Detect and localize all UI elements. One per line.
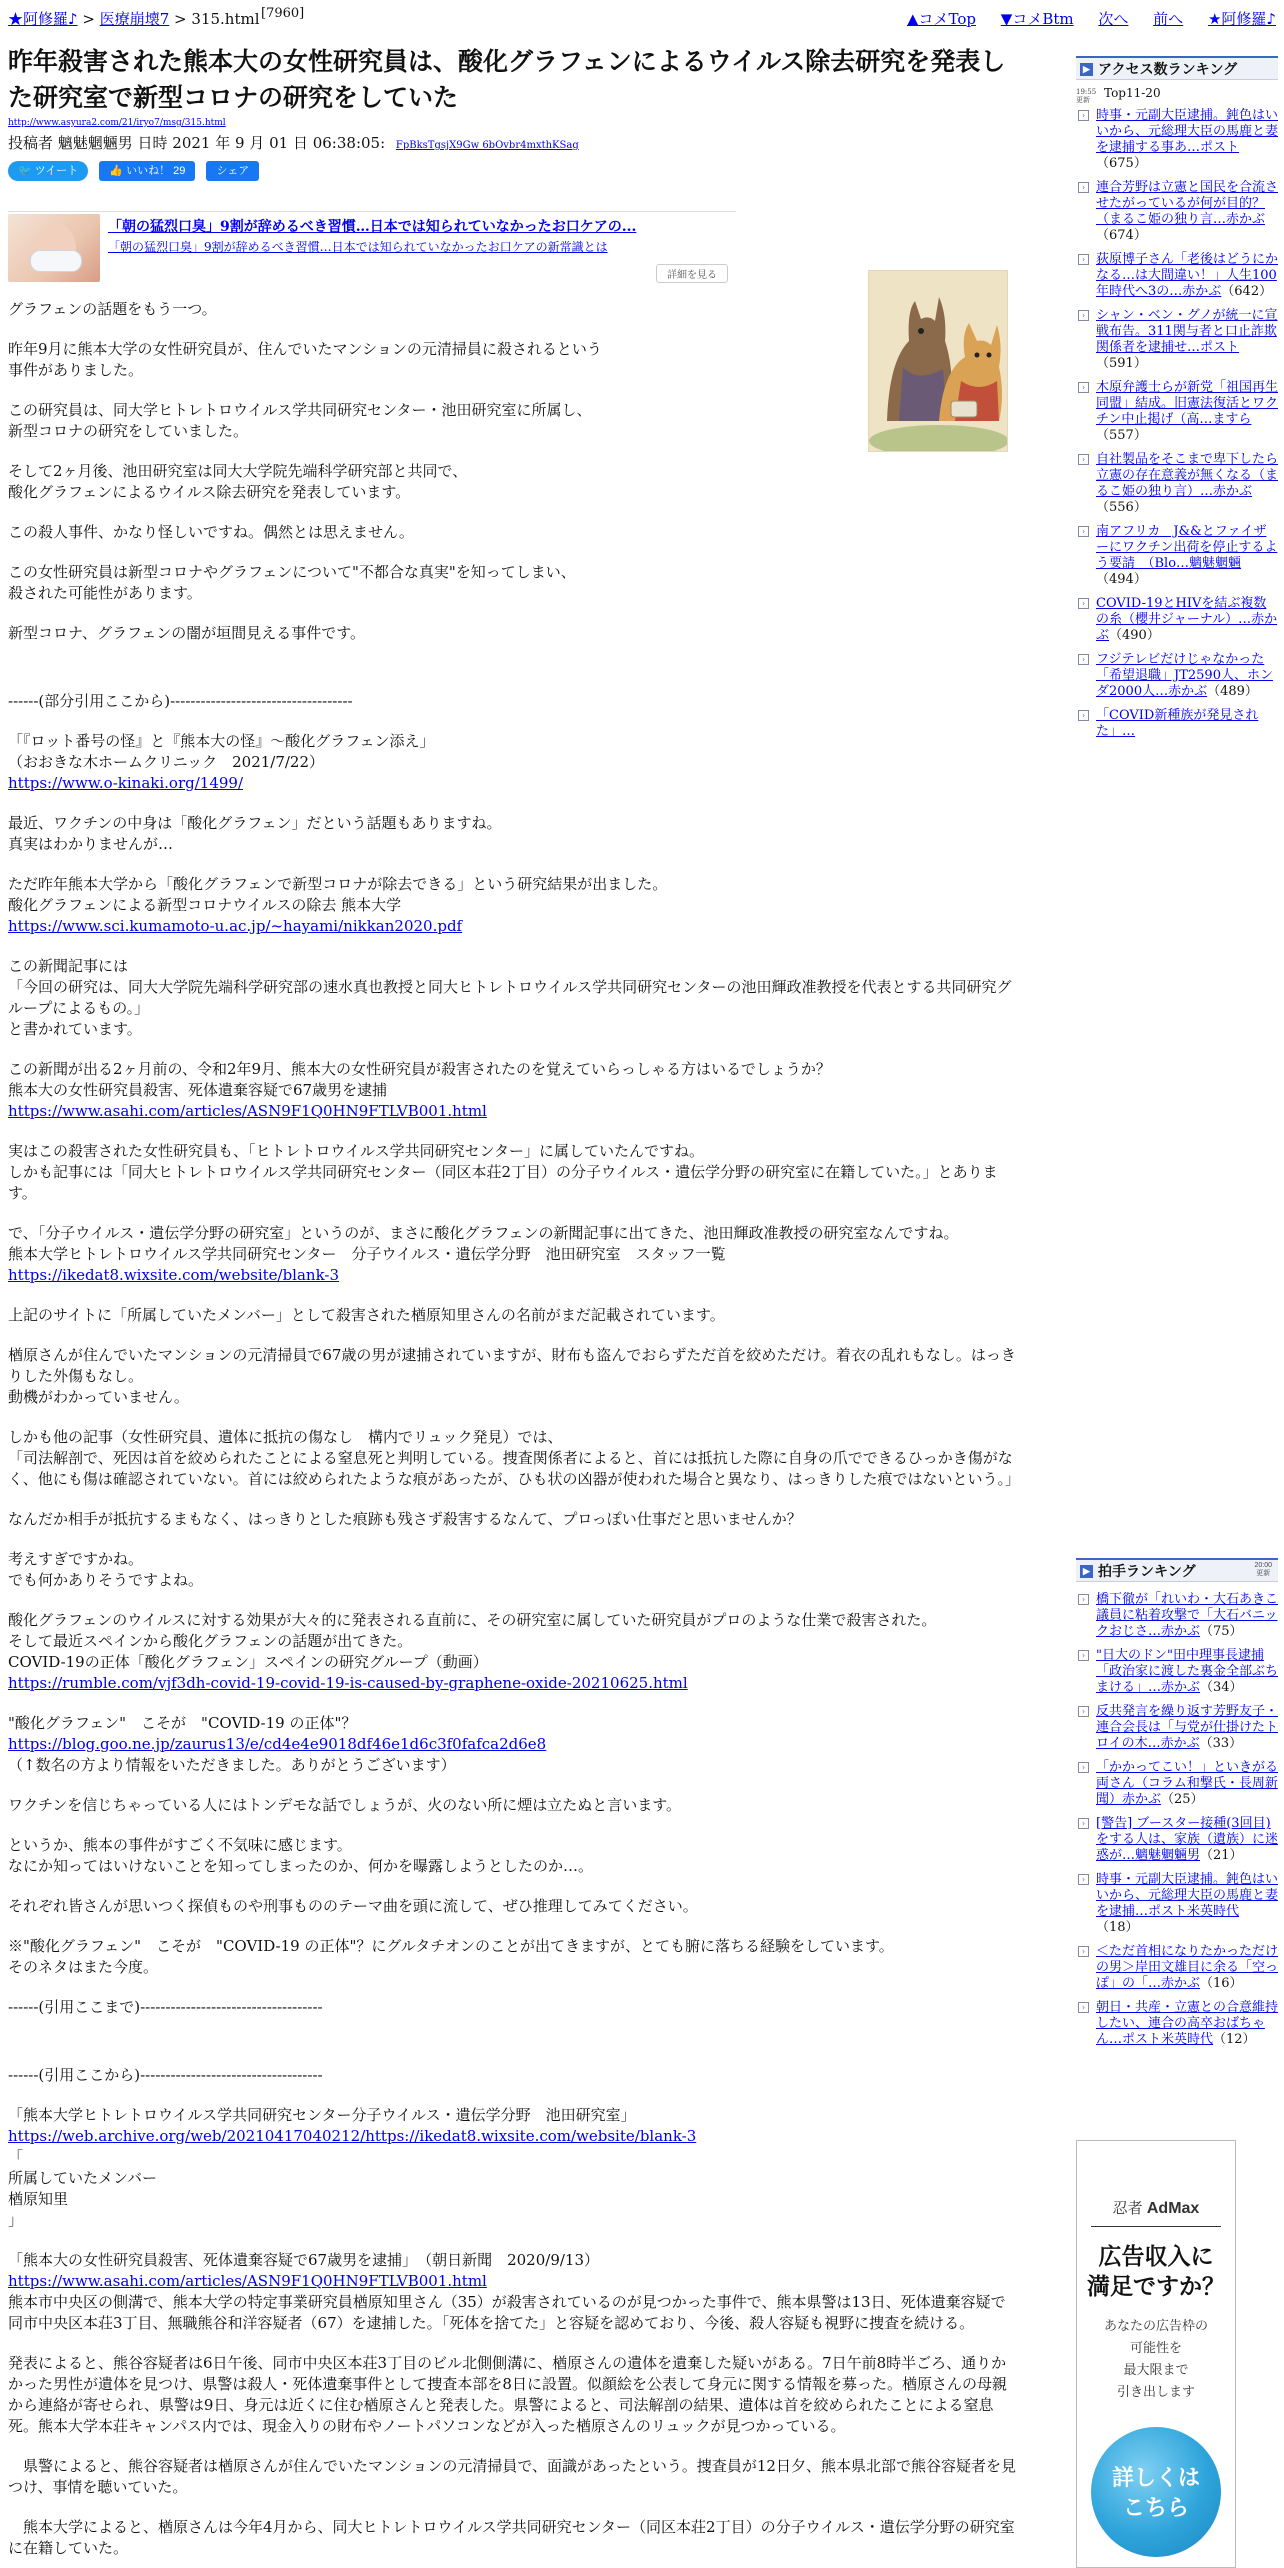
body-paragraph bbox=[8, 400, 1018, 442]
body-paragraph bbox=[8, 1936, 1018, 1978]
body-line: 最近、ワクチンの中身は「酸化グラフェン」だという話題もありますね。 bbox=[8, 814, 502, 832]
ranking-item bbox=[1076, 308, 1278, 372]
body-line: しかも記事には「同大ヒトレトロウイルス学共同研究センター（同区本荘2丁目）の分子ウイルス・遺伝学分野の研究室に在籍していた。」とあります。 bbox=[8, 1163, 998, 1202]
body-line: ------(部分引用ここから)------------------------------------ bbox=[8, 692, 353, 710]
tweet-button[interactable] bbox=[8, 161, 88, 181]
ranking-item-count: （16） bbox=[1200, 1976, 1243, 1991]
top-nav bbox=[887, 8, 1276, 29]
body-paragraph bbox=[8, 1997, 1018, 2018]
access-ranking-title: アクセス数ランキング bbox=[1098, 61, 1238, 77]
body-line: グラフェンの話題をもう一つ。 bbox=[8, 300, 217, 318]
body-line: なにか知ってはいけないことを知ってしまったのか、何かを曝露しようとしたのか…。 bbox=[8, 1857, 594, 1875]
body-paragraph bbox=[8, 691, 1018, 712]
body-paragraph bbox=[8, 299, 1018, 320]
chevron-right-icon: › bbox=[1078, 1946, 1089, 1957]
body-paragraph bbox=[8, 2065, 1018, 2086]
poster-id-link[interactable]: FpBksTgsjX9Gw 6bOvbr4mxthKSag bbox=[395, 140, 579, 151]
body-line: 熊本大の女性研究員殺害、死体遺棄容疑で67歳男を逮捕 bbox=[8, 1081, 388, 1099]
ranking-item-count: （25） bbox=[1161, 1792, 1204, 1807]
body-line: そして2ヶ月後、池田研究室は同大大学院先端科学研究部と共同で、 bbox=[8, 462, 468, 480]
post-meta-text: 投稿者 魑魅魍魎男 日時 2021 年 9 月 01 日 06:38:05: bbox=[8, 134, 386, 152]
body-paragraph bbox=[8, 1896, 1018, 1917]
body-line: 「熊本大学ヒトレトロウイルス学共同研究センター分子ウイルス・遺伝学分野 池田研究室」 bbox=[8, 2106, 636, 2124]
ad-thumbnail[interactable] bbox=[8, 214, 100, 282]
ranking-item bbox=[1076, 108, 1278, 172]
body-line: 新型コロナの研究をしていました。 bbox=[8, 422, 249, 440]
chevron-right-icon: › bbox=[1078, 1818, 1089, 1829]
ranking-item-count: （557） bbox=[1096, 428, 1147, 443]
ranking-item bbox=[1076, 524, 1278, 588]
body-line: 所属していたメンバー bbox=[8, 2169, 157, 2187]
body-line: 「司法解剖で、死因は首を絞められたことによる窒息死と判明している。捜査関係者によると、首には抵抗した際に自身の爪でできるひっかき傷がなく、他にも傷は確認されていない。首には絞められたような痕があったが、ひも状の凶器が使われた場合と異なり、はっきりした痕ではないという。」 bbox=[8, 1449, 1021, 1488]
body-line: 楢原さんが住んでいたマンションの元清掃員で67歳の男が逮捕されていますが、財布も盗んでおらずただ首を絞めただけ。着衣の乱れもなし。はっきりした外傷もなし。 bbox=[8, 1346, 1016, 1385]
body-line: この新聞記事には bbox=[8, 957, 129, 975]
ranking-item-link[interactable]: 南アフリカ J&&とファイザーにワクチン出荷を停止するよう要請 （Blo…魑魅魍魎 bbox=[1096, 524, 1278, 571]
comment-bottom-link[interactable]: ▼コメBtm bbox=[1000, 10, 1074, 28]
body-paragraph bbox=[8, 2456, 1018, 2498]
arrow-right-icon: ▶ bbox=[1080, 63, 1093, 76]
body-line: ただ昨年熊本大学から「酸化グラフェンで新型コロナが除去できる」という研究結果が出ました。 bbox=[8, 875, 668, 893]
body-line: 真実はわかりませんが… bbox=[8, 835, 174, 853]
ranking-item-link[interactable]: 自社製品をそこまで卑下したら立憲の存在意義が無くなる（まるこ姫の独り言）…赤かぶ bbox=[1096, 452, 1278, 499]
admax-ad[interactable] bbox=[1076, 2140, 1236, 2568]
body-line: なんだか相手が抵抗するまもなく、はっきりとした痕跡も残さず殺害するなんて、プロっぽい仕事だと思いませんか？ bbox=[8, 1510, 802, 1528]
arrow-right-icon: ▶ bbox=[1080, 1565, 1093, 1578]
applause-ranking-header bbox=[1076, 1558, 1278, 1582]
body-paragraph bbox=[8, 562, 1018, 604]
chevron-right-icon: › bbox=[1078, 382, 1089, 393]
ranking-item bbox=[1076, 652, 1278, 700]
breadcrumb-separator: > bbox=[82, 10, 95, 28]
body-line: というか、熊本の事件がすごく不気味に感じます。 bbox=[8, 1836, 352, 1854]
applause-update-time: 20:00 更新 bbox=[1254, 1562, 1272, 1577]
body-line: 楢原知里 bbox=[8, 2190, 69, 2208]
ranking-item-count: （642） bbox=[1221, 284, 1273, 299]
ranking-item bbox=[1076, 180, 1278, 244]
ranking-item-link[interactable]: 反共発言を繰り返す芳野友子・連合会長は「与党が仕掛けたトロイの木…赤かぶ bbox=[1096, 1704, 1279, 1751]
site-home-link[interactable]: ★阿修羅♪ bbox=[1207, 10, 1276, 28]
ranking-item-count: （21） bbox=[1200, 1848, 1243, 1863]
body-line: 事件がありました。 bbox=[8, 361, 144, 379]
admax-logo: 忍者 AdMax bbox=[1112, 2200, 1200, 2217]
ranking-item bbox=[1076, 380, 1278, 444]
chevron-right-icon: › bbox=[1078, 1650, 1089, 1661]
body-line: 殺された可能性があります。 bbox=[8, 584, 202, 602]
chevron-right-icon: › bbox=[1078, 254, 1089, 265]
tweet-label: ツイート bbox=[34, 165, 79, 177]
body-line: 「熊本大の女性研究員殺害、死体遺棄容疑で67歳男を逮捕」 （朝日新聞 2020/9/13） bbox=[8, 2251, 600, 2269]
body-paragraph bbox=[8, 1059, 1018, 1122]
chevron-right-icon: › bbox=[1078, 654, 1089, 665]
ranking-item-link[interactable]: ＜ただ首相になりたかっただけの男＞岸田文雄目に余る「空っぽ」の「…赤かぶ bbox=[1096, 1944, 1279, 1991]
ranking-item-link[interactable]: 荻原博子さん「老後はどうにかなる…は大間違い！」人生100年時代へ3の…赤かぶ bbox=[1096, 252, 1278, 299]
ranking-item bbox=[1076, 596, 1278, 644]
prev-link[interactable]: 前へ bbox=[1153, 10, 1184, 28]
social-buttons bbox=[8, 161, 1018, 185]
body-paragraph bbox=[8, 2517, 1018, 2559]
body-line: 考えすぎですかね。 bbox=[8, 1550, 144, 1568]
ranking-item bbox=[1076, 452, 1278, 516]
ranking-item-count: （34） bbox=[1200, 1680, 1243, 1695]
chevron-right-icon: › bbox=[1078, 598, 1089, 609]
body-paragraph bbox=[8, 1141, 1018, 1204]
ranking-item-link[interactable]: 時事・元副大臣逮捕。鈍色はいいから、元総理大臣の馬鹿と妻を逮捕…ポスト米英時代 bbox=[1096, 1872, 1279, 1919]
ad-banner[interactable] bbox=[8, 211, 736, 283]
ranking-item-link[interactable]: 橋下徹が「れいわ・大石あきこ議員に粘着攻撃で「大石バニックおじさ…赤かぶ bbox=[1096, 1592, 1279, 1639]
chevron-right-icon: › bbox=[1078, 110, 1089, 121]
applause-ranking-title: 拍手ランキング bbox=[1098, 1563, 1196, 1579]
ranking-item-link[interactable]: 木原弁護士らが新党「祖国再生同盟」結成。旧憲法復活とワクチン中止掲げ（高…ますら bbox=[1096, 380, 1278, 427]
ranking-item bbox=[1076, 1648, 1278, 1696]
body-line: 実はこの殺害された女性研究員も、「ヒトレトロウイルス学共同研究センター」に属していたんですね。 bbox=[8, 1142, 705, 1160]
ranking-item bbox=[1076, 252, 1278, 300]
body-line: 昨年9月に熊本大学の女性研究員が、住んでいたマンションの元清掃員に殺されるという bbox=[8, 340, 602, 358]
body-paragraph bbox=[8, 339, 1018, 381]
ranking-item-count: （556） bbox=[1096, 500, 1147, 515]
access-ranking-list bbox=[1076, 108, 1278, 740]
like-label: いいね！ 29 bbox=[126, 165, 186, 177]
body-line: この女性研究員は新型コロナやグラフェンについて"不都合な真実"を知ってしまい、 bbox=[8, 563, 576, 581]
ad-headline-link[interactable]: 「朝の猛烈口臭」9割が辞めるべき習慣…日本では知られていなかったお口ケアの... bbox=[108, 219, 637, 235]
access-range: Top11-20 bbox=[1104, 86, 1161, 100]
body-line: この研究員は、同大学ヒトレトロウイルス学共同研究センター・池田研究室に所属し、 bbox=[8, 401, 592, 419]
body-paragraph bbox=[8, 1713, 1018, 1776]
body-paragraph bbox=[8, 1549, 1018, 1591]
body-line: 「 bbox=[8, 2148, 24, 2166]
body-paragraph bbox=[8, 2105, 1018, 2231]
chevron-right-icon: › bbox=[1078, 2002, 1089, 2013]
body-link[interactable]: https://ikedat8.wixsite.com/website/blank-3 bbox=[8, 1266, 340, 1284]
ranking-item bbox=[1076, 1816, 1278, 1864]
comment-top-link[interactable]: ▲コメTop bbox=[906, 10, 976, 28]
body-paragraph bbox=[8, 522, 1018, 543]
chevron-right-icon: › bbox=[1078, 1762, 1089, 1773]
body-link[interactable]: https://rumble.com/vjf3dh-covid-19-covid-19-is-caused-by-graphene-oxide-20210625.html bbox=[8, 1674, 688, 1692]
next-link[interactable]: 次へ bbox=[1098, 10, 1129, 28]
body-paragraph bbox=[8, 461, 1018, 503]
ranking-item bbox=[1076, 1872, 1278, 1936]
body-line: 上記のサイトに「所属していたメンバー」として殺害された楢原知里さんの名前がまだ記載されています。 bbox=[8, 1306, 725, 1324]
source-url-link[interactable]: http://www.asyura2.com/21/iryo7/msg/315.html bbox=[8, 118, 226, 128]
body-line: この殺人事件、かなり怪しいですね。偶然とは思えません。 bbox=[8, 523, 414, 541]
ranking-item-count: （489） bbox=[1207, 684, 1258, 699]
body-line: でも何かありそうですよね。 bbox=[8, 1571, 204, 1589]
share-button[interactable]: シェア bbox=[206, 161, 259, 181]
chevron-right-icon: › bbox=[1078, 310, 1089, 321]
body-line: （↑数名の方より情報をいただきました。ありがとうございます） bbox=[8, 1756, 456, 1774]
body-line: 熊本大学ヒトレトロウイルス学共同研究センター 分子ウイルス・遺伝学分野 池田研究室 スタッフ一覧 bbox=[8, 1245, 726, 1263]
ranking-item bbox=[1076, 1592, 1278, 1640]
ranking-item-link[interactable]: COVID-19とHIVを結ぶ複数の糸（櫻井ジャーナル）…赤かぶ bbox=[1096, 596, 1278, 643]
body-paragraph bbox=[8, 1223, 1018, 1286]
post-meta bbox=[8, 132, 1018, 153]
breadcrumb bbox=[8, 8, 260, 29]
ranking-item-link[interactable]: 時事・元副大臣逮捕。鈍色はいいから、元総理大臣の馬鹿と妻を逮捕する事あ…ポスト bbox=[1096, 108, 1278, 155]
body-line: （おおきな木ホームクリニック 2021/7/22） bbox=[8, 753, 325, 771]
body-paragraph bbox=[8, 956, 1018, 1040]
ad-mask-shape bbox=[30, 250, 82, 272]
body-paragraph bbox=[8, 1835, 1018, 1877]
body-paragraph bbox=[8, 1795, 1018, 1816]
body-line: 酸化グラフェンによる新型コロナウイルスの除去 熊本大学 bbox=[8, 896, 402, 914]
ranking-item-count: （12） bbox=[1213, 2032, 1256, 2047]
ranking-item bbox=[1076, 1760, 1278, 1808]
body-link[interactable]: https://www.o-kinaki.org/1499/ bbox=[8, 774, 244, 792]
ranking-item-link[interactable]: 連合芳野は立憲と国民を合流させたがっているが何が目的？（まるこ姫の独り言…赤かぶ bbox=[1096, 180, 1278, 227]
ad-sub-link[interactable]: 「朝の猛烈口臭」9割が辞めるべき習慣…日本では知られていなかったお口ケアの新常識とは bbox=[108, 240, 608, 254]
ranking-item-count: （675） bbox=[1096, 156, 1147, 171]
thumbs-up-icon: 👍 bbox=[109, 165, 127, 177]
main-column bbox=[8, 44, 1021, 2568]
body-line: 熊本大学によると、楢原さんは今年4月から、同大ヒトレトロウイルス学共同研究センター（同区本荘2丁目）の分子ウイルス・遺伝学分野の研究室に在籍していた。 bbox=[8, 2518, 1015, 2557]
ranking-item bbox=[1076, 1704, 1278, 1752]
body-line: そして最近スペインから酸化グラフェンの話題が出てきた。 bbox=[8, 1632, 413, 1650]
body-paragraph bbox=[8, 731, 1018, 794]
body-paragraph bbox=[8, 2250, 1018, 2334]
admax-cta-button[interactable]: 詳しくは こちら bbox=[1091, 2427, 1221, 2557]
access-ranking-subhead bbox=[1076, 84, 1278, 108]
body-line: この新聞が出る2ヶ月前の、令和2年9月、熊本大の女性研究員が殺害されたのを覚えていらっしゃる方はいるでしょうか？ bbox=[8, 1060, 831, 1078]
applause-ranking-list bbox=[1076, 1592, 1278, 2048]
chevron-right-icon: › bbox=[1078, 1874, 1089, 1885]
body-line: ------(引用ここから)------------------------------------ bbox=[8, 2066, 323, 2084]
body-line: それぞれ皆さんが思いつく探偵ものや刑事もののテーマ曲を頭に流して、ぜひ推理してみてください。 bbox=[8, 1897, 698, 1915]
body-line: 新型コロナ、グラフェンの闇が垣間見える事件です。 bbox=[8, 624, 366, 642]
body-line: で、「分子ウイルス・遺伝学分野の研究室」というのが、まさに酸化グラフェンの新聞記事に出てきた、池田輝政准教授の研究室なんですね。 bbox=[8, 1224, 959, 1242]
ranking-item-count: （33） bbox=[1199, 1736, 1243, 1751]
body-paragraph bbox=[8, 1345, 1018, 1408]
article-title: 昨年殺害された熊本大の女性研究員は、酸化グラフェンによるウイルス除去研究を発表した研究室で新型コロナの研究をしていた bbox=[8, 47, 1006, 112]
admax-subtext: あなたの広告枠の 可能性を 最大限まで 引き出します bbox=[1103, 2318, 1208, 2399]
ranking-item bbox=[1076, 708, 1278, 740]
ranking-item-link[interactable]: "日大のドン"田中理事長逮捕「政治家に渡した裏金全部ぶちまける」…赤かぶ bbox=[1096, 1648, 1279, 1695]
body-link[interactable]: https://www.asahi.com/articles/ASN9F1Q0HN9FTLVB001.html bbox=[8, 1102, 487, 1120]
like-button[interactable] bbox=[99, 161, 195, 181]
twitter-bird-icon: 🐦 bbox=[18, 165, 35, 177]
body-paragraph bbox=[8, 874, 1018, 937]
access-update-time: 19:55 更新 bbox=[1076, 88, 1097, 104]
ranking-item-count: （490） bbox=[1109, 628, 1160, 643]
post-number: [7960] bbox=[261, 6, 305, 21]
body-line: 」 bbox=[8, 2211, 24, 2229]
chevron-right-icon: › bbox=[1078, 710, 1089, 721]
body-link[interactable]: https://web.archive.org/web/20210417040212/https://ikedat8.wixsite.com/website/blank-3 bbox=[8, 2127, 697, 2145]
body-line: ※"酸化グラフェン" こそが "COVID-19 の正体"？にグルタチオンのことが出てきますが、とても腑に落ちる経験をしています。 bbox=[8, 1937, 894, 1955]
top-bar bbox=[8, 6, 1276, 30]
ranking-item-link[interactable]: 「COVID新種族が発見された」… bbox=[1096, 708, 1259, 739]
body-link[interactable]: https://www.sci.kumamoto-u.ac.jp/~hayami/nikkan2020.pdf bbox=[8, 917, 463, 935]
body-line: しかも他の記事（女性研究員、遺体に抵抗の傷なし 構内でリュック発見）では、 bbox=[8, 1428, 563, 1446]
body-line: 酸化グラフェンのウイルスに対する効果が大々的に発表される直前に、その研究室に属していた研究員がプロのような仕業で殺害された。 bbox=[8, 1611, 937, 1629]
body-line: "酸化グラフェン" こそが "COVID-19 の正体"？ bbox=[8, 1714, 357, 1732]
ranking-item-count: （674） bbox=[1096, 228, 1147, 243]
breadcrumb-current: 315.html bbox=[191, 10, 260, 28]
cat-dog-illustration bbox=[868, 270, 1008, 452]
body-paragraph bbox=[8, 1427, 1021, 1490]
access-ranking-header bbox=[1076, 56, 1278, 80]
ranking-item-link[interactable]: フジテレビだけじゃなかった「希望退職」JT2590人、ホンダ2000人…赤かぶ bbox=[1096, 652, 1273, 699]
sidebar bbox=[1076, 56, 1278, 2056]
body-paragraph bbox=[8, 1610, 1018, 1694]
ranking-item-link[interactable]: 朝日・共産・立憲との合意維持したい、連合の高卒おばちゃん…ポスト米英時代 bbox=[1096, 2000, 1279, 2047]
body-paragraph bbox=[8, 813, 1018, 855]
body-line: 「『ロット番号の怪』と『熊本大の怪』～酸化グラフェン添え」 bbox=[8, 732, 435, 750]
body-line: COVID-19の正体「酸化グラフェン」スペインの研究グループ（動画） bbox=[8, 1653, 488, 1671]
body-paragraph bbox=[8, 2353, 1018, 2437]
body-link[interactable]: https://blog.goo.ne.jp/zaurus13/e/cd4e4e9018df46e1d6c3f0fafca2d6e8 bbox=[8, 1735, 547, 1753]
body-paragraph bbox=[8, 623, 1018, 644]
ranking-item-count: （591） bbox=[1096, 356, 1147, 371]
ranking-item-link[interactable]: シャン・ベン・グノが統一に宣戦布告。311関与者と口止詐欺関係者を逮捕せ…ポスト bbox=[1096, 308, 1278, 355]
ranking-item-count: （75） bbox=[1200, 1624, 1243, 1639]
ranking-item bbox=[1076, 2000, 1278, 2048]
article-body bbox=[8, 299, 1021, 2559]
body-line: 発表によると、熊谷容疑者は6日午後、同市中央区本荘3丁目のビル北側側溝に、楢原さんの遺体を遺棄した疑いがある。7日午前8時半ごろ、通りかかった男性が遺体を見つけ、県警は殺人・死体遺棄事件として捜査本部を8日に設置。似顔絵を公表して身元に関する情報を募った。楢原さんの母親から連絡が寄せられ、県警は9日、身元は近くに住む楢原さんと発表した。県警によると、司法解剖の結果、遺体は首を絞められたことによる窒息死。熊本大学本荘キャンパス内では、現金入りの財布やノートパソコンなどが入った楢原さんのリュックが見つかっている。 bbox=[8, 2354, 1007, 2435]
body-paragraph bbox=[8, 1305, 1018, 1326]
breadcrumb-category-link[interactable]: 医療崩壊7 bbox=[99, 10, 170, 28]
breadcrumb-home-link[interactable]: ★阿修羅♪ bbox=[8, 10, 78, 28]
chevron-right-icon: › bbox=[1078, 1594, 1089, 1605]
chevron-right-icon: › bbox=[1078, 182, 1089, 193]
chevron-right-icon: › bbox=[1078, 526, 1089, 537]
admax-headline: 広告収入に 満足ですか？ bbox=[1087, 2243, 1225, 2299]
body-line: 県警によると、熊谷容疑者は楢原さんが住んでいたマンションの元清掃員で、面識があったという。捜査員が12日夕、熊本県北部で熊谷容疑者を見つけ、事情を聴いていた。 bbox=[8, 2457, 1016, 2496]
ranking-item-link[interactable]: 「かかってこい！」といきがる両さん（コラム和撃氏・長周新聞）赤かぶ bbox=[1096, 1760, 1279, 1807]
chevron-right-icon: › bbox=[1078, 454, 1089, 465]
body-line: ------(引用ここまで)------------------------------------ bbox=[8, 1998, 323, 2016]
body-paragraph bbox=[8, 1509, 1018, 1530]
ranking-item bbox=[1076, 1944, 1278, 1992]
ranking-item-count: （494） bbox=[1096, 572, 1147, 587]
body-line: 「今回の研究は、同大大学院先端科学研究部の速水真也教授と同大ヒトレトロウイルス学共同研究センターの池田輝政准教授を代表とする共同研究グループによるもの。」 bbox=[8, 978, 1012, 1017]
body-line: そのネタはまた今度。 bbox=[8, 1958, 159, 1976]
body-line: 熊本市中央区の側溝で、熊本大学の特定事業研究員楢原知里さん（35）が殺害されているのが見つかった事件で、熊本県警は13日、死体遺棄容疑で同市中央区本荘3丁目、無職熊谷和洋容疑者（67）を逮捕した。「死体を捨てた」と容疑を認めており、今後、殺人容疑も視野に捜査を続ける。 bbox=[8, 2293, 1006, 2332]
body-link[interactable]: https://www.asahi.com/articles/ASN9F1Q0HN9FTLVB001.html bbox=[8, 2272, 487, 2290]
ad-more-button[interactable]: 詳細を見る bbox=[656, 264, 728, 283]
body-line: と書かれています。 bbox=[8, 1020, 142, 1038]
ranking-item-link[interactable]: [警告] ブースター接種(3回目)をする人は、家族（遺族）に迷惑が…魑魅魍魎男 bbox=[1096, 1816, 1279, 1863]
body-line: 酸化グラフェンによるウイルス除去研究を発表しています。 bbox=[8, 483, 411, 501]
breadcrumb-separator: > bbox=[174, 10, 187, 28]
ranking-item-count: （18） bbox=[1096, 1920, 1139, 1935]
chevron-right-icon: › bbox=[1078, 1706, 1089, 1717]
body-line: ワクチンを信じちゃっている人にはトンデモな話でしょうが、火のない所に煙は立たぬと言います。 bbox=[8, 1796, 682, 1814]
body-line: 動機がわかっていません。 bbox=[8, 1388, 189, 1406]
